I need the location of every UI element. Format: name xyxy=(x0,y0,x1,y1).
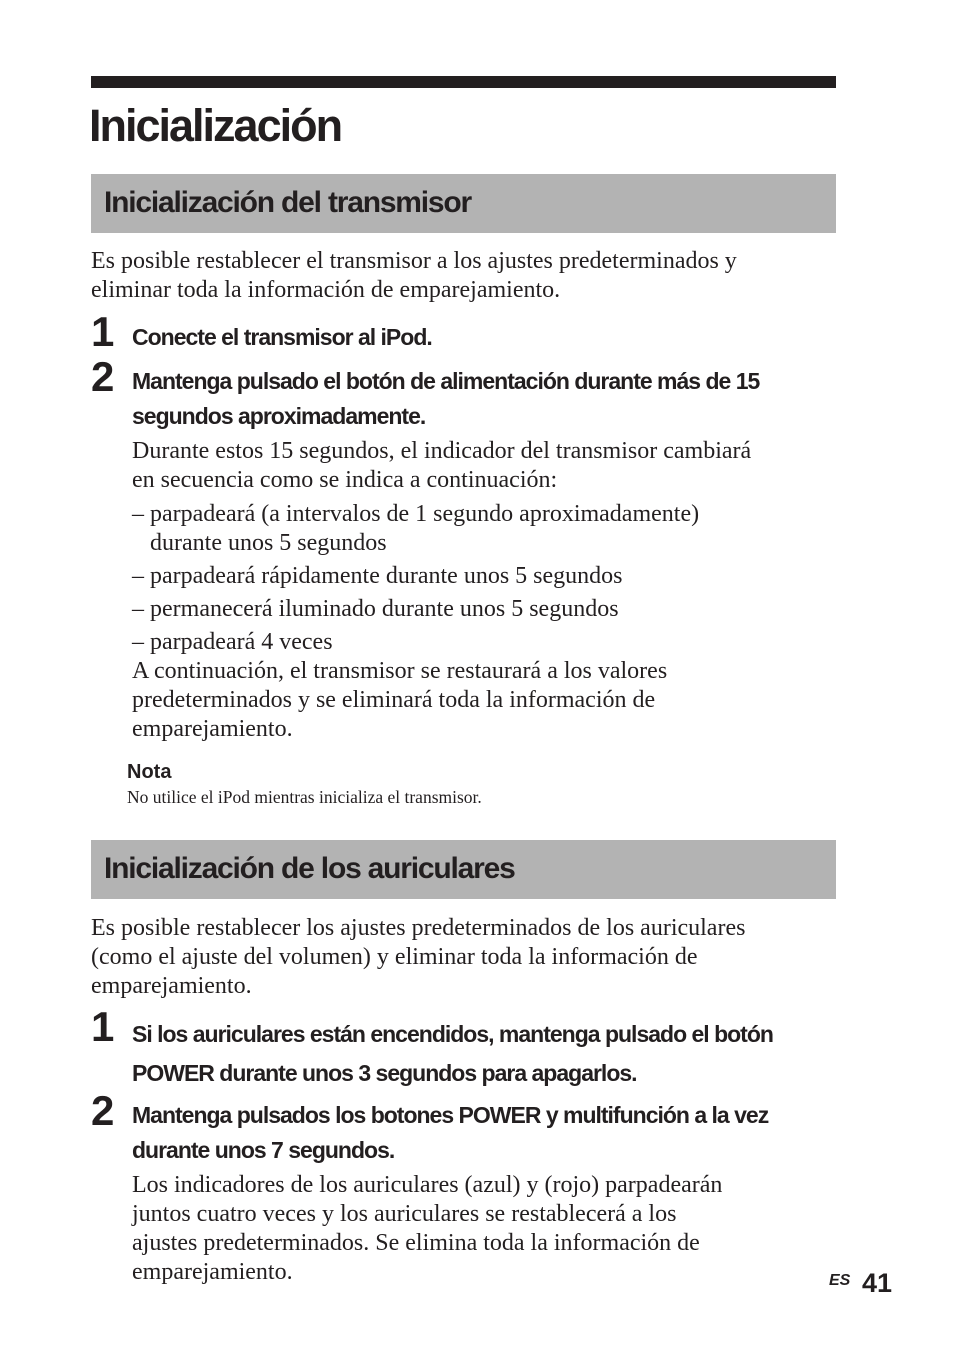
list-item-text: parpadeará 4 veces xyxy=(150,629,333,655)
step-line: Mantenga pulsado el botón de alimentación durante más de 15 xyxy=(132,368,760,394)
list-dash: – xyxy=(132,563,144,589)
step-text xyxy=(132,364,759,434)
section-heading: Inicialización del transmisor xyxy=(104,186,471,219)
note-heading: Nota xyxy=(127,761,172,783)
section-intro xyxy=(91,914,745,1001)
after-line: A continuación, el transmisor se restaurará a los valores xyxy=(132,658,668,684)
step-line: segundos aproximadamente. xyxy=(132,403,426,429)
section-header-headphones xyxy=(91,840,836,899)
step-text xyxy=(132,1015,773,1093)
list-item-text: permanecerá iluminado durante unos 5 segundos xyxy=(150,596,619,622)
after-paragraph xyxy=(132,657,667,744)
section-header-transmitter xyxy=(91,174,836,233)
list-item-text: durante unos 5 segundos xyxy=(150,530,387,556)
after-line: predeterminados y se eliminará toda la información de xyxy=(132,687,656,713)
intro-line: Es posible restablecer el transmisor a los ajustes predeterminados y xyxy=(91,248,737,274)
step-text xyxy=(132,320,432,355)
list-item xyxy=(132,628,852,657)
page-number: 41 xyxy=(862,1268,893,1298)
step-number: 2 xyxy=(91,353,114,400)
list-item-text: parpadeará (a intervalos de 1 segundo aproximadamente) xyxy=(150,501,700,527)
step-line: Conecte el transmisor al iPod. xyxy=(132,324,432,350)
intro-line: Es posible restablecer los ajustes predeterminados de los auriculares xyxy=(91,915,746,941)
list-dash: – xyxy=(132,501,144,527)
intro-line: (como el ajuste del volumen) y eliminar toda la información de xyxy=(91,944,698,970)
list-item xyxy=(132,595,852,624)
desc-line: ajustes predeterminados. Se elimina toda la información de xyxy=(132,1230,700,1256)
step-line: POWER durante unos 3 segundos para apagarlos. xyxy=(132,1060,637,1086)
page-title: Inicialización xyxy=(89,100,342,151)
desc-line: en secuencia como se indica a continuación: xyxy=(132,467,558,493)
step-description xyxy=(132,1171,722,1287)
desc-line: juntos cuatro veces y los auriculares se restablecerá a los xyxy=(132,1201,677,1227)
list-item-text: parpadeará rápidamente durante unos 5 segundos xyxy=(150,563,623,589)
list-dash: – xyxy=(132,629,144,655)
step-line: durante unos 7 segundos. xyxy=(132,1137,395,1163)
list-dash: – xyxy=(132,596,144,622)
section-heading: Inicialización de los auriculares xyxy=(104,852,515,885)
list-item xyxy=(132,500,852,558)
step-number: 1 xyxy=(91,1003,114,1050)
after-line: emparejamiento. xyxy=(132,716,293,742)
step-line: Mantenga pulsados los botones POWER y multifunción a la vez xyxy=(132,1102,769,1128)
intro-line: emparejamiento. xyxy=(91,973,252,999)
title-rule xyxy=(91,76,836,88)
step-text xyxy=(132,1098,768,1168)
intro-line: eliminar toda la información de emparejamiento. xyxy=(91,277,561,303)
page-language: ES xyxy=(829,1272,851,1289)
desc-line: emparejamiento. xyxy=(132,1259,293,1285)
step-description xyxy=(132,437,751,495)
step-number: 2 xyxy=(91,1087,114,1134)
list-item xyxy=(132,562,852,591)
desc-line: Durante estos 15 segundos, el indicador del transmisor cambiará xyxy=(132,438,752,464)
desc-line: Los indicadores de los auriculares (azul) y (rojo) parpadearán xyxy=(132,1172,723,1198)
step-number: 1 xyxy=(91,308,114,355)
section-intro xyxy=(91,247,737,305)
note-text: No utilice el iPod mientras inicializa el transmisor. xyxy=(127,787,482,807)
step-line: Si los auriculares están encendidos, mantenga pulsado el botón xyxy=(132,1021,773,1047)
